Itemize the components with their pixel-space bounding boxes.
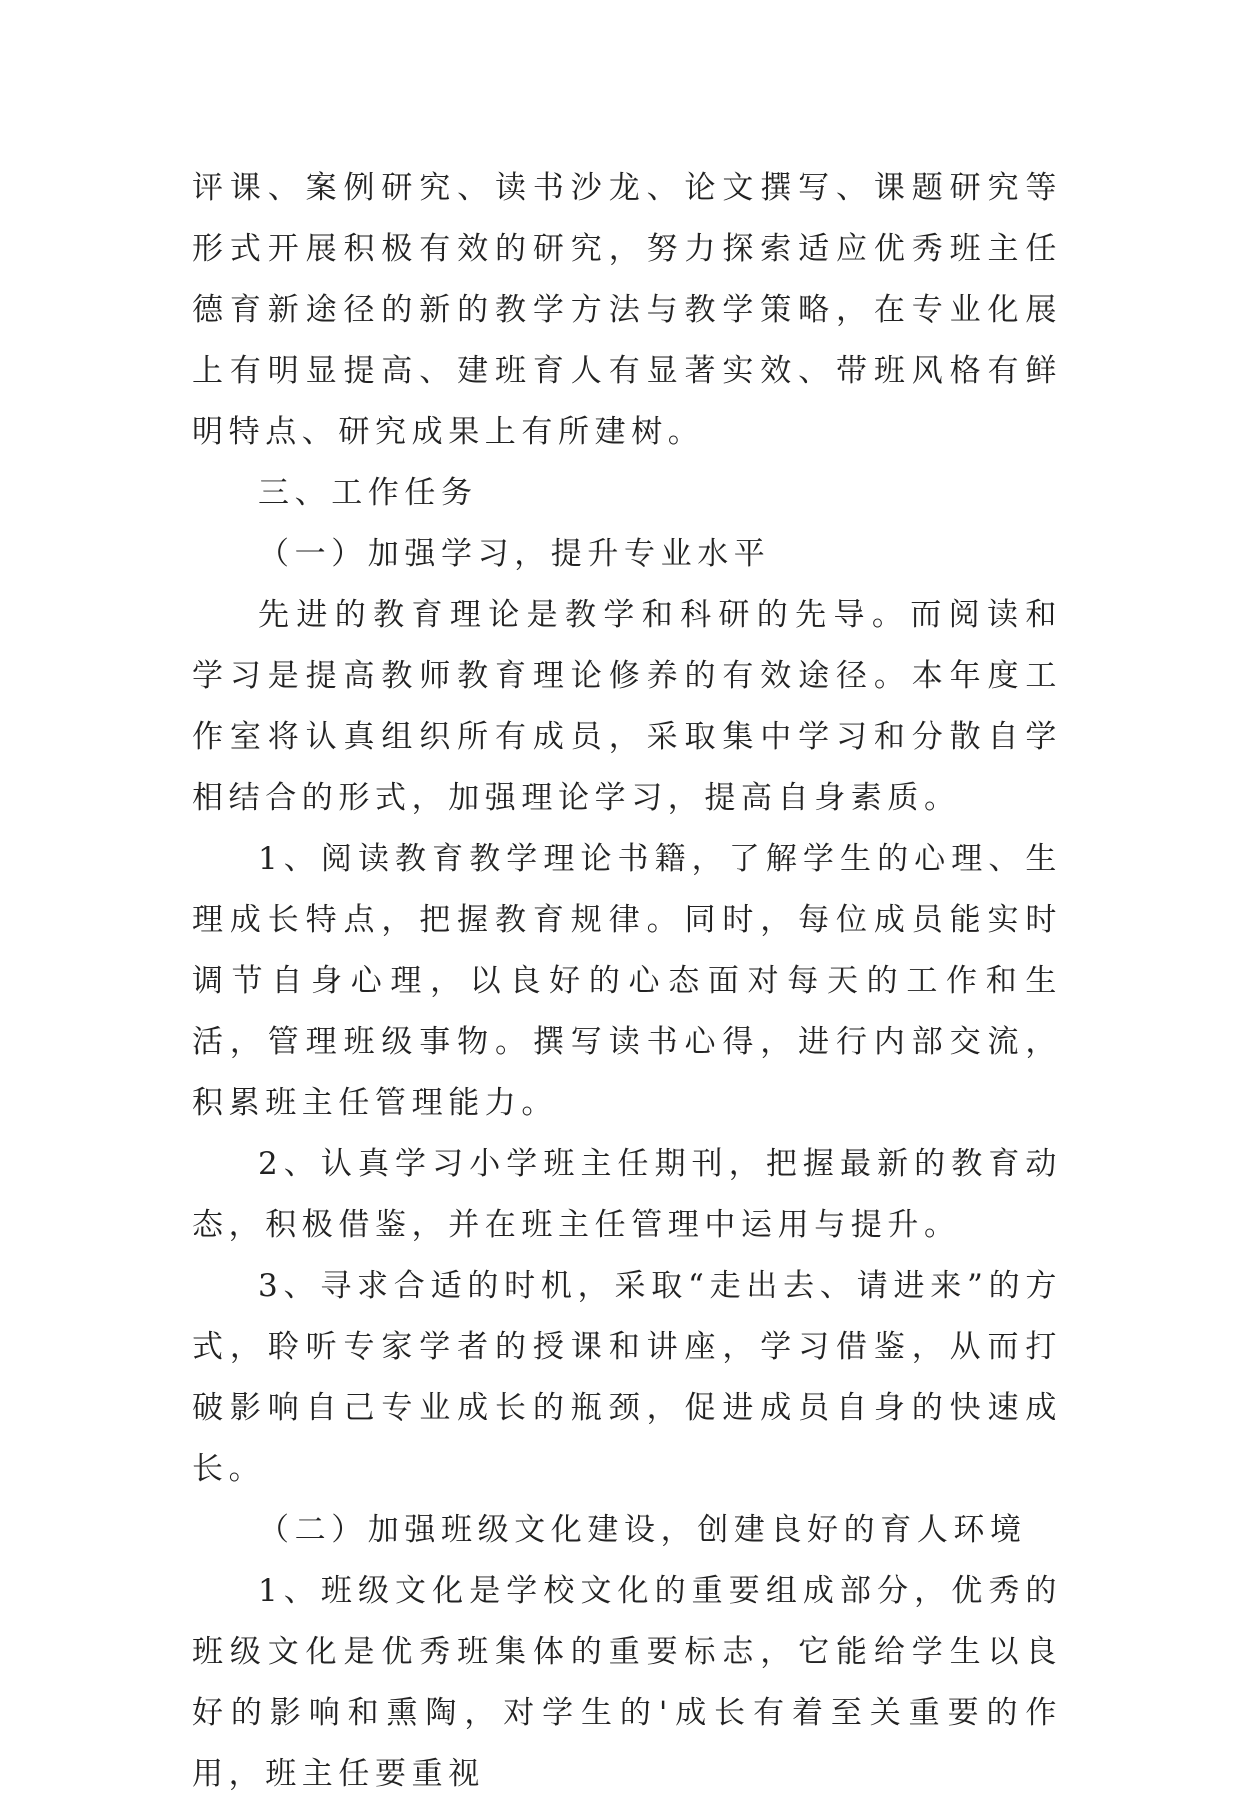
paragraph-theory: 先进的教育理论是教学和科研的先导。而阅读和学习是提高教师教育理论修养的有效途径。本年度工作室将认真组织所有成员，采取集中学习和分散自学相结合的形式，加强理论学习，提高自身素质。 [192,597,1062,816]
subsection-heading-learning: （一）加强学习，提升专业水平 [258,536,771,572]
list-item-3: 3、寻求合适的时机，采取“走出去、请进来”的方式，聆听专家学者的授课和讲座，学习借鉴，从而打破影响自己专业成长的瓶颈，促进成员自身的快速成长。 [192,1268,1062,1487]
document-body [192,158,1062,1805]
list-item-class-culture-1: 1、班级文化是学校文化的重要组成部分，优秀的班级文化是优秀班集体的重要标志，它能给学生以良好的影响和熏陶，对学生的'成长有着至关重要的作用，班主任要重视 [192,1573,1062,1792]
section-heading-work-tasks: 三、工作任务 [258,475,478,511]
list-item-1: 1、阅读教育教学理论书籍，了解学生的心理、生理成长特点，把握教育规律。同时，每位成员能实时调节自身心理，以良好的心态面对每天的工作和生活，管理班级事物。撰写读书心得，进行内部交流，积累班主任管理能力。 [192,841,1062,1121]
paragraph-continuation: 评课、案例研究、读书沙龙、论文撰写、课题研究等形式开展积极有效的研究，努力探索适应优秀班主任德育新途径的新的教学方法与教学策略，在专业化展上有明显提高、建班育人有显著实效、带班风格有鲜明特点、研究成果上有所建树。 [192,170,1062,450]
list-item-2: 2、认真学习小学班主任期刊，把握最新的教育动态，积极借鉴，并在班主任管理中运用与提升。 [192,1146,1062,1243]
subsection-heading-class-culture: （二）加强班级文化建设，创建良好的育人环境 [258,1512,1027,1548]
